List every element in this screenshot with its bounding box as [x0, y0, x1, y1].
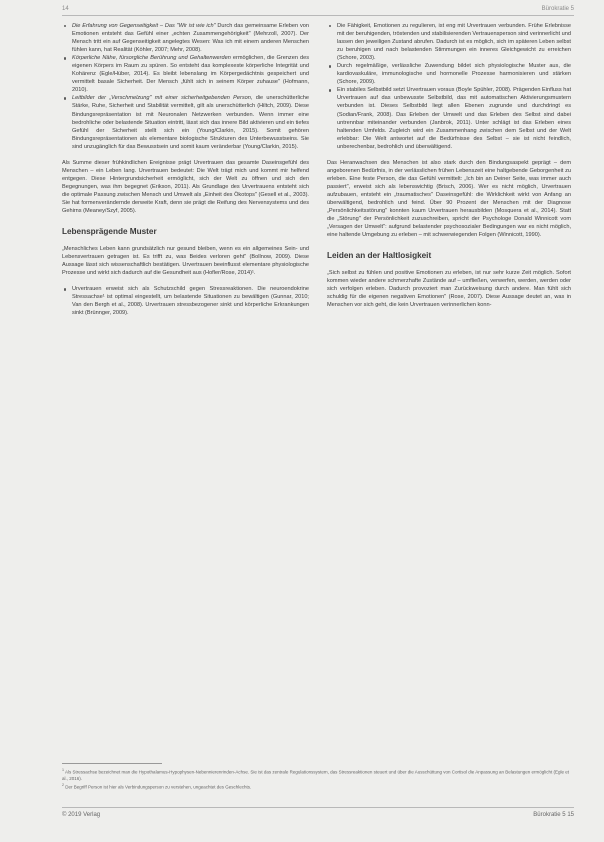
body-paragraph: „Menschliches Leben kann grundsätzlich nur gesund bleiben, wenn es ein allgemeines Sein- und Lebensvertrauen getragen ist. Es trifft zu, was Beides verloren geht" (Bollnow, 2009). Diese Aussage lässt sich wissenschaftlich bestätigen. Urvertrauen beeinflusst elementare physiologische Prozesse und wirkt sich dadurch auf die Gesundheit aus (Hofler/Rose, 2014)¹.	[62, 246, 309, 277]
bullet-list-top	[327, 22, 571, 151]
bullet-list-bottom	[62, 285, 309, 317]
section-heading: Lebensprägende Muster	[62, 227, 157, 237]
right-column	[327, 22, 571, 317]
section-heading: Leiden an der Haltlosigkeit	[327, 251, 432, 261]
bullet-text: ermöglichen, die Grenzen des eigenen Körpers im Raum zu spüren. So entsteht das komplexeste körperliche Integrität und Kohärenz (Egle/Hüber, 2014). Es bleibt lebenslang im Körpergedächtnis gespeichert und vermittelt basale Sicherheit. Der Mensch „fühlt sich in seinem Körper zuhause" (Hofmann, 2010).	[72, 55, 309, 94]
footnote	[62, 782, 571, 791]
left-column	[62, 22, 309, 325]
footer-publication: Bürokratie 5 15	[533, 812, 574, 818]
footnote-mark: 2	[62, 783, 64, 788]
footer-copyright: © 2019 Verlag	[62, 812, 101, 818]
footnote-text: Als Stressachse bezeichnet man die Hypothalamus-Hypophysen-Nebennierenrinden-Achse. Sie ist das zentrale Regulationssystem, das Stressreaktionen steuert und über die Ausschüttung von Cortisol die Anpassung an Belastungen ermöglicht (Egle et al., 2016).	[62, 769, 570, 781]
list-item	[72, 22, 309, 54]
list-item	[72, 94, 309, 150]
footnote-mark: 1	[62, 768, 64, 772]
footnote-rule	[62, 763, 162, 764]
body-paragraph: „Sich selbst zu fühlen und positive Emotionen zu erleben, ist nur sehr kurze Zeit möglich. Sofort kommen wieder andere schmerzhafte Zustände auf – umfließen, verwerfen, werden, werden oder sich verfolgen erleben. Dadurch provoziert man Zurückweisung durch andere. Man fühlt sich schuldig für die eigenen negativen Emotionen" (Rose, 2007). Diese Aussage deutet an, was in Menschen vor sich geht, die kein Urvertrauen verinnerlichen konn-	[327, 270, 571, 309]
bullet-text: Urvertrauen erweist sich als Schutzschild gegen Stressreaktionen. Die neuroendokrine Stressachse¹ ist optimal eingestellt, um belastende Situationen zu bewältigen (Gunnar, 2010; Van den Bergh et al., 2008). Urvertrauen stressbezogener sinkt und körperliche Erkrankungen sinkt (Brünnger, 2009).	[72, 286, 309, 317]
footnote	[62, 767, 571, 782]
list-item	[72, 285, 309, 317]
list-item: Durch regelmäßige, verlässliche Zuwendung bildet sich physiologische Muster aus, die kardiovaskuläre, immunologische und hormonelle Prozesse harmonisieren und stärken (Schore, 2009).	[337, 63, 571, 86]
bullet-lead: Die Erfahrung von Gegenseitigkeit – Das "Wir ist wie ich"	[72, 23, 216, 29]
list-item	[72, 54, 309, 94]
footnotes	[62, 763, 571, 791]
footnote-text: Der Begriff Person ist hier als Verbindungsperson zu verstehen, ungeachtet des Geschlechts.	[65, 784, 252, 790]
bullet-text: die unerschütterliche Stärke, Ruhe, Sicherheit und Stabilität vermittelt, gilt als unerschütterlich (Hiltch, 2009). Diese Bindungsrepräsentation ist mit Neuronalen Netzwerken verbunden. Wenn immer eine bedrohliche oder belastende Situation eintritt, lässt sich das innere Bild aktivieren und ein tiefes Gefühl der Sicherheit stellt sich ein (Young/Clarkin, 2015). Somit gehören Bindungsrepräsentationen als elementare biologische Strukturen des Unterbewusstseins. Sie sind unzugänglich für das Bewusstsein und somit kaum veränderbar (Young/Clarkin, 2015).	[72, 95, 310, 150]
header-rule	[62, 15, 574, 16]
page-number: 14	[62, 6, 69, 12]
footer-rule	[62, 807, 574, 808]
list-item: Die Fähigkeit, Emotionen zu regulieren, ist eng mit Urvertrauen verbunden. Frühe Erlebnisse mit der beruhigenden, tröstenden und stabilisierenden Vertrauensperson sind verinnerlicht und lassen den jeweiligen Zustand abrufen. Dadurch ist es möglich, sich im späteren Leben selbst zu beruhigen und nach belastenden Stimmungen ein inneres Gleichgewicht zu erreichen (Schore, 2003).	[337, 23, 571, 62]
bullet-lead: Körperliche Nähe, fürsorgliche Berührung und Gehaltenwerden	[72, 55, 231, 62]
bullet-list-top	[62, 22, 309, 151]
body-paragraph: Als Summe dieser frühkindlichen Ereignisse prägt Urvertrauen das gesamte Daseinsgefühl des Menschen – ein Leben lang. Urvertrauen bedeutet: Die Welt trägt mich und kommt mir helfend entgegen. Diese Hintergrundsicherheit ermöglicht, sich der Welt zu öffnen und sich den Begegnungen, was ihm begegnet (Erikson, 2011). Als Grundlage des Urvertrauens entsteht sich die optimale Passung zwischen Mensch und Umwelt als „Einheit des Ökotops" (Gesell et al., 2003). Sie hat formenverändernde derweite Kraft, denn sie prägt die Reifung des Nervensystems und des Gehirns (Meaney/Szyf, 2005).	[62, 159, 309, 215]
list-item: Ein stabiles Selbstbild setzt Urvertrauen voraus (Boyle Spühler, 2008). Prägenden Einfluss hat Urvertrauen auf das unbewusste Selbstbild, das mit automatischen Aktivierungsmustern verbunden ist. Dieses Selbstbild liegt allen Ebenen zugrunde und durchdringt es (Sodian/Frank, 2008). Das Erleben der Umwelt und das Erleben des Selbst sind dabei untrennbar miteinander verbunden (Janbrok, 2011). Unter schlägt ist das Erleben eines haltenden Umfelds. Zugleich wird ein Zusammenhang zwischen dem Selbst und der Welt erlebbar: Die Welt antwortet auf die Bedürfnisse des Selbst – sie ist nicht feindlich, unberechenbar, bedrohlich und überwältigend.	[337, 87, 571, 150]
bullet-lead: Leitbilder der „Verschmelzung" mit einer sicherheitgebenden Person,	[72, 95, 253, 102]
body-paragraph: Das Heranwachsen des Menschen ist also stark durch den Bindungsaspekt geprägt – dem angeborenen Bedürfnis, in der verlässlichen frühen Lebenszeit eine haltgebende Geborgenheit zu erleben. Eine feste Person, die das Gefühl vermittelt: „Ich bin an Deiner Seite, was immer auch passiert", erweist sich als lebenswichtig (Brisch, 2006). Wer es nicht möglich, Urvertrauen aufzubauen, entsteht ein „traumatisches" Daseinsgefühl: die Wirklichkeit wirkt von Anfang an überwältigend, bedrohlich und feind. Über 90 Prozent der Menschen mit der Diagnose „Persönlichkeitsstörung" konnten kaum Urvertrauen herausbilden (Mosquera et al., 2014). Statt die „Störung" der Persönlichkeit zuzuschreiben, spricht der Psychologe Donald Winnicott vom „Versagen der Umwelt": aufgrund belastender psychosozialer Bedingungen war es nicht möglich, eine haltende Umgebung zu erleben – mit schwerwiegenden Folgen (Winnicott, 1990).	[327, 159, 571, 239]
bullet-text: Durch das gemeinsame Erleben von Emotionen entsteht das Gefühl einer „echten Zusammengehörigkeit" (Mehrzoll, 2007). Der Mensch tritt ein auf Gegenseitigkeit angelegtes Wesen: Was ich mit einem anderen Menschen fühlen kann, hat Realität (Köhler, 2007; Mehr, 2008).	[72, 23, 309, 54]
running-head: Bürokratie 5	[541, 6, 574, 12]
